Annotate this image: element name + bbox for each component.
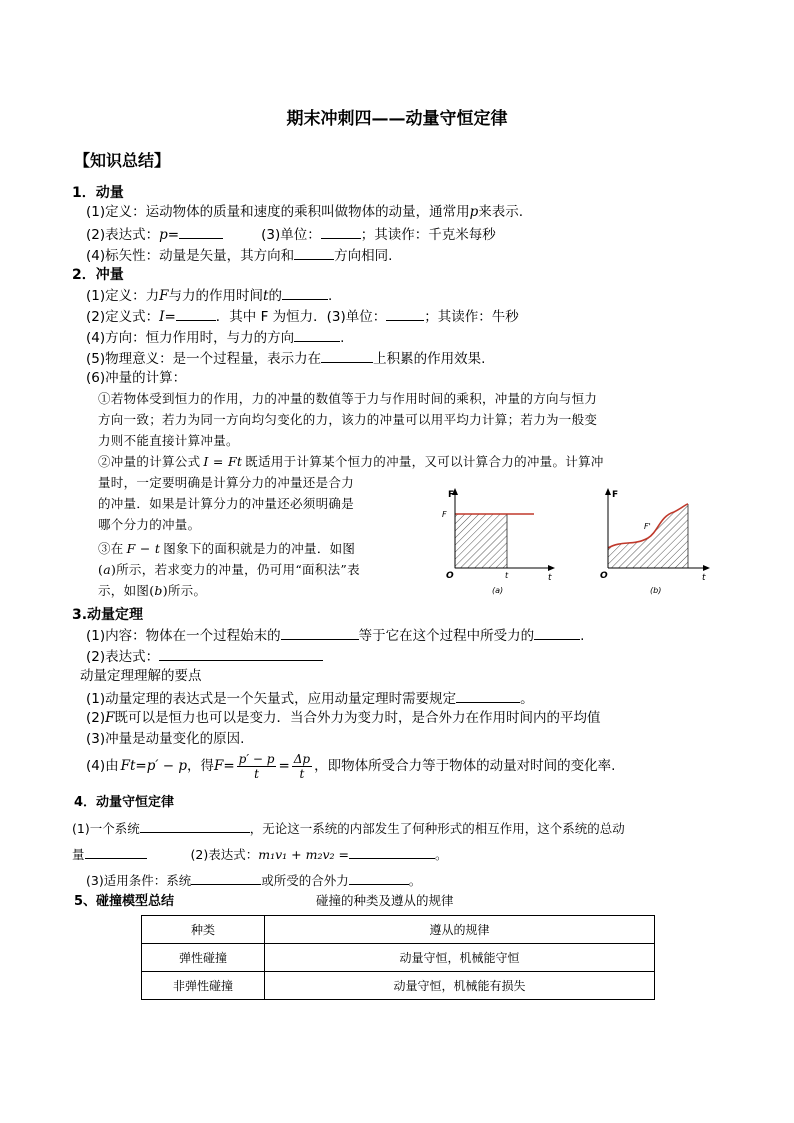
impulse-calc-line2: 方向一致；若力为同一方向均匀变化的力，该力的冲量可以用平均力计算；若力为一般变 xyxy=(98,412,598,427)
table-cell: 动量守恒，机械能有损失 xyxy=(265,972,655,1000)
blank-field xyxy=(282,285,328,300)
section-3-heading: 3.动量定理 xyxy=(72,607,144,623)
s3-line6: (3)冲量是动量变化的原因. xyxy=(86,731,245,747)
table-caption: 碰撞的种类及遵从的规律 xyxy=(316,893,454,908)
section-5-heading: 5、碰撞模型总结 xyxy=(74,894,175,909)
section-1-heading: 1．动量 xyxy=(72,185,124,201)
impulse-calc-line10: 示，如图(b)所示。 xyxy=(98,583,207,598)
blank-field xyxy=(294,245,334,260)
area-b xyxy=(608,504,688,568)
blank-field xyxy=(176,306,216,321)
s2-line4: (5)物理意义：是一个过程量，表示力在 上积累的作用效果. xyxy=(86,348,485,368)
y-arrow-b xyxy=(605,488,611,495)
impulse-calc-line7: 哪个分力的冲量。 xyxy=(98,517,201,532)
blank-field xyxy=(321,348,373,363)
blank-field xyxy=(349,870,409,885)
impulse-calc-line3: 力则不能直接计算冲量。 xyxy=(98,433,239,448)
fraction-1: $\frac{p' - p}{t}$ xyxy=(238,751,275,781)
blank-field xyxy=(85,844,147,859)
blank-field xyxy=(456,688,520,703)
x-label-a: t xyxy=(548,573,552,583)
s3-line4: (1)动量定理的表达式是一个矢量式，应用动量定理时需要规定 。 xyxy=(86,688,534,708)
blank-field xyxy=(159,646,323,661)
blank-field xyxy=(140,818,250,833)
x-arrow-a xyxy=(548,565,555,571)
fraction-2: $\frac{\Delta p}{t}$ xyxy=(293,751,311,781)
s4-line3: (3)适用条件：系统 或所受的合外力 。 xyxy=(86,870,421,889)
blank-field xyxy=(294,327,340,342)
caption-b: (b) xyxy=(650,586,662,595)
graph-a xyxy=(436,486,556,598)
s4-line2: 量 (2)表达式：m₁v₁ + m₂v₂ = 。 xyxy=(72,844,448,863)
table-cell: 动量守恒，机械能守恒 xyxy=(265,944,655,972)
blank-field xyxy=(321,224,361,239)
tick-label-a: t xyxy=(505,571,509,580)
y-label-a: F xyxy=(448,490,455,500)
origin-a: O xyxy=(446,571,454,581)
s3-line3: 动量定理理解的要点 xyxy=(80,668,202,684)
collision-table xyxy=(141,915,655,1000)
caption-a: (a) xyxy=(492,586,504,595)
s3-line5: (2)F既可以是恒力也可以是变力．当合外力为变力时，是合外力在作用时间内的平均值 xyxy=(86,710,601,726)
blank-field xyxy=(349,844,435,859)
summary-heading: 【知识总结】 xyxy=(74,151,171,170)
blank-field xyxy=(281,625,359,640)
x-label-b: t xyxy=(702,573,706,583)
s3-line7: (4)由 Ft=p′ − p，得F= $\frac{p' - p}{t}$ = $\frac{\Delta p}{t}$ ，即物体所受合力等于物体的动量对时间的变化率. xyxy=(86,751,616,781)
table-cell: 弹性碰撞 xyxy=(142,944,265,972)
s4-line1: (1)一个系统 ，无论这一系统的内部发生了何种形式的相互作用，这个系统的总动 xyxy=(72,818,625,837)
impulse-calc-line1: ①若物体受到恒力的作用，力的冲量的数值等于力与作用时间的乘积，冲量的方向与恒力 xyxy=(98,391,598,406)
s1-line1: (1)定义：运动物体的质量和速度的乘积叫做物体的动量，通常用p来表示. xyxy=(86,204,524,220)
s2-line3: (4)方向：恒力作用时，与力的方向 . xyxy=(86,327,344,347)
s1-line2: (2)表达式：p= (3)单位： ；其读作：千克米每秒 xyxy=(86,224,496,244)
area-a xyxy=(455,514,507,568)
impulse-calc-line9: (a)所示，若求变力的冲量，仍可用“面积法”表 xyxy=(98,562,360,577)
table-header-row xyxy=(142,916,655,944)
impulse-calc-line4: ②冲量的计算公式 I = Ft 既适用于计算某个恒力的冲量，又可以计算合力的冲量。计算冲 xyxy=(98,454,604,469)
table-header-cell: 遵从的规律 xyxy=(265,916,655,944)
origin-b: O xyxy=(600,571,608,581)
y-label-b: F xyxy=(612,490,619,500)
graph-b xyxy=(594,486,714,598)
table-cell: 非弹性碰撞 xyxy=(142,972,265,1000)
blank-field xyxy=(191,870,261,885)
table-row xyxy=(142,972,655,1000)
x-arrow-b xyxy=(703,565,710,571)
s1-line3: (4)标矢性：动量是矢量，其方向和 方向相同. xyxy=(86,245,392,265)
section-4-heading: 4．动量守恒定律 xyxy=(74,795,175,810)
s3-line1: (1)内容：物体在一个过程始末的 等于它在这个过程中所受力的 . xyxy=(86,625,584,645)
blank-field xyxy=(179,224,223,239)
blank-field xyxy=(534,625,580,640)
s2-line1: (1)定义：力F与力的作用时间t的 . xyxy=(86,285,332,305)
impulse-calc-line8: ③在 F − t 图象下的面积就是力的冲量．如图 xyxy=(98,541,356,556)
level-label-a: F xyxy=(442,510,447,519)
table-row xyxy=(142,944,655,972)
section-2-heading: 2．冲量 xyxy=(72,267,124,283)
s2-line5: (6)冲量的计算： xyxy=(86,370,187,386)
table-header-cell: 种类 xyxy=(142,916,265,944)
impulse-calc-line5: 量时，一定要明确是计算分力的冲量还是合力 xyxy=(98,475,355,490)
blank-field xyxy=(386,306,424,321)
curve-label-b: F' xyxy=(644,522,651,531)
impulse-calc-line6: 的冲量．如果是计算分力的冲量还必须明确是 xyxy=(98,496,355,511)
s2-line2: (2)定义式：I= ．其中 F 为恒力．(3)单位： ；其读作：牛秒 xyxy=(86,306,519,326)
s3-line2: (2)表达式： xyxy=(86,646,323,666)
page-title: 期末冲刺四——动量守恒定律 xyxy=(286,109,508,129)
